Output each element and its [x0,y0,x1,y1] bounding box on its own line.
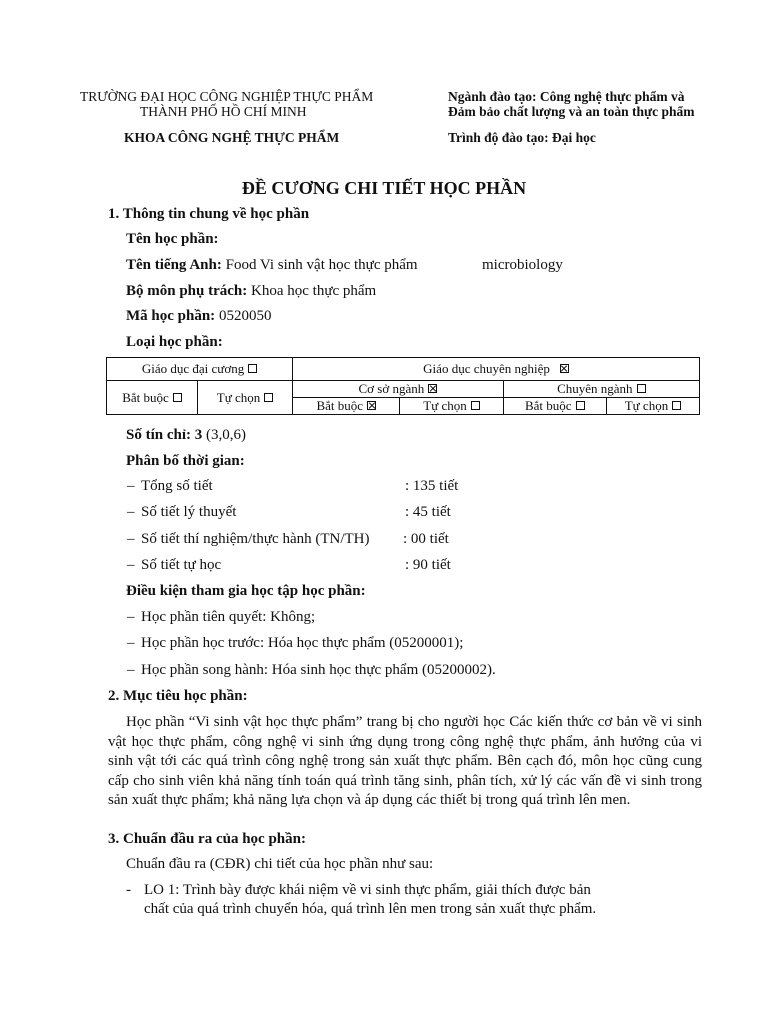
core-elective-cell: Tự chọn [400,398,503,415]
core-elective-checkbox[interactable] [471,401,480,410]
department-label: Bộ môn phụ trách: [126,283,248,299]
course-code-value: 0520050 [218,308,272,324]
credits-value: 3 [194,427,203,443]
city-name: THÀNH PHỐ HỒ CHÍ MINH [140,104,307,119]
faculty-name: KHOA CÔNG NGHỆ THỰC PHẨM [124,130,340,145]
prerequisites-label: Điều kiện tham gia học tập học phần: [126,583,366,599]
time-item: – Số tiết tự học [127,557,222,573]
english-name-row [126,257,418,274]
course-name-label: Tên học phần: [126,231,219,247]
department-row [126,283,376,300]
time-item-value: : 135 tiết [405,478,459,494]
condition-item: – Học phần song hành: Hóa sinh học thực phẩm (05200002). [127,662,496,678]
professional-education-cell: Giáo dục chuyên nghiệp [293,358,700,381]
course-code-row [126,308,271,325]
general-education-cell: Giáo dục đại cương [107,358,293,381]
core-mandatory-checkbox[interactable] [367,401,376,410]
course-code-label: Mã học phần: [126,308,216,324]
english-name-value: Food Vi sinh vật học thực phẩm [225,257,418,273]
lo1-line1: LO 1: Trình bày được khái niệm về vi sinh thực phẩm, giải thích được bản [144,882,591,898]
time-item-value: : 45 tiết [405,504,451,520]
section3-heading: 3. Chuẩn đầu ra của học phần: [108,831,306,847]
document-title: ĐỀ CƯƠNG CHI TIẾT HỌC PHẦN [241,178,527,198]
core-major-cell: Cơ sở ngành [293,381,504,398]
condition-item: – Học phần tiên quyết: Không; [127,609,316,625]
spec-mandatory-checkbox[interactable] [576,401,585,410]
specialization-cell: Chuyên ngành [503,381,699,398]
dash-icon: – [127,531,135,547]
university-name: TRƯỜNG ĐẠI HỌC CÔNG NGHIỆP THỰC PHẨM [80,89,374,104]
training-level: Trình độ đào tạo: Đại học [448,130,596,145]
spec-mandatory-cell: Bắt buộc [503,398,606,415]
lo1-bullet: - [126,882,131,898]
learning-outcomes-intro: Chuẩn đầu ra (CĐR) chi tiết của học phần như sau: [126,856,434,872]
time-item-value: : 00 tiết [403,531,449,547]
time-item: – Tổng số tiết [127,478,213,494]
course-type-label: Loại học phần: [126,334,223,350]
core-mandatory-cell: Bắt buộc [293,398,400,415]
time-item: – Số tiết lý thuyết [127,504,237,520]
time-item: – Số tiết thí nghiệm/thực hành (TN/TH) [127,531,370,547]
general-education-checkbox[interactable] [248,364,257,373]
course-type-table [106,357,700,415]
section2-heading: 2. Mục tiêu học phần: [108,688,248,704]
dash-icon: – [127,478,135,494]
course-objective-paragraph: Học phần “Vi sinh vật học thực phẩm” trang bị cho người học Các kiến thức cơ bản về vi sinh vật học thực phẩm, công nghệ vi sinh ứng dụng trong công nghệ thực phẩm, ảnh hưởng của vi sinh vật tới các quá trình công nghệ trong sản xuất thực phẩm. Bên cạch đó, môn học cũng cung cấp cho sinh viên khả năng tính toán quá trình tăng sinh, phân tích, xử lý các vấn đề vi sinh trong sản xuất thực phẩm; khả năng lựa chọn và áp dụng các thiết bị trong quá trình lên men. [108,714,702,808]
credits-detail: (3,0,6) [206,427,247,443]
section1-heading: 1. Thông tin chung về học phần [108,206,310,222]
general-elective-checkbox[interactable] [264,393,273,402]
general-mandatory-cell: Bắt buộc [107,381,198,415]
program-line1: Ngành đào tạo: Công nghệ thực phẩm và [448,89,685,104]
department-value: Khoa học thực phẩm [251,283,377,299]
credits-row [126,427,246,444]
dash-icon: – [127,609,135,625]
lo1-line2: chất của quá trình chuyển hóa, quá trình lên men trong sản xuất thực phẩm. [144,901,597,917]
dash-icon: – [127,662,135,678]
spec-elective-checkbox[interactable] [672,401,681,410]
dash-icon: – [127,557,135,573]
english-name-label: Tên tiếng Anh: [126,257,222,273]
dash-icon: – [127,635,135,651]
program-line2: Đảm bảo chất lượng và an toàn thực phẩm [448,104,695,119]
general-mandatory-checkbox[interactable] [173,393,182,402]
time-item-value: : 90 tiết [405,557,451,573]
professional-education-checkbox[interactable] [560,364,569,373]
specialization-checkbox[interactable] [637,384,646,393]
spec-elective-cell: Tự chọn [606,398,699,415]
credits-label: Số tín chỉ: [126,427,192,443]
general-elective-cell: Tự chọn [197,381,292,415]
condition-item: – Học phần học trước: Hóa học thực phẩm (05200001); [127,635,464,651]
dash-icon: – [127,504,135,520]
time-allocation-label: Phân bố thời gian: [126,453,245,469]
english-name-tail: microbiology [482,257,563,273]
core-major-checkbox[interactable] [428,384,437,393]
